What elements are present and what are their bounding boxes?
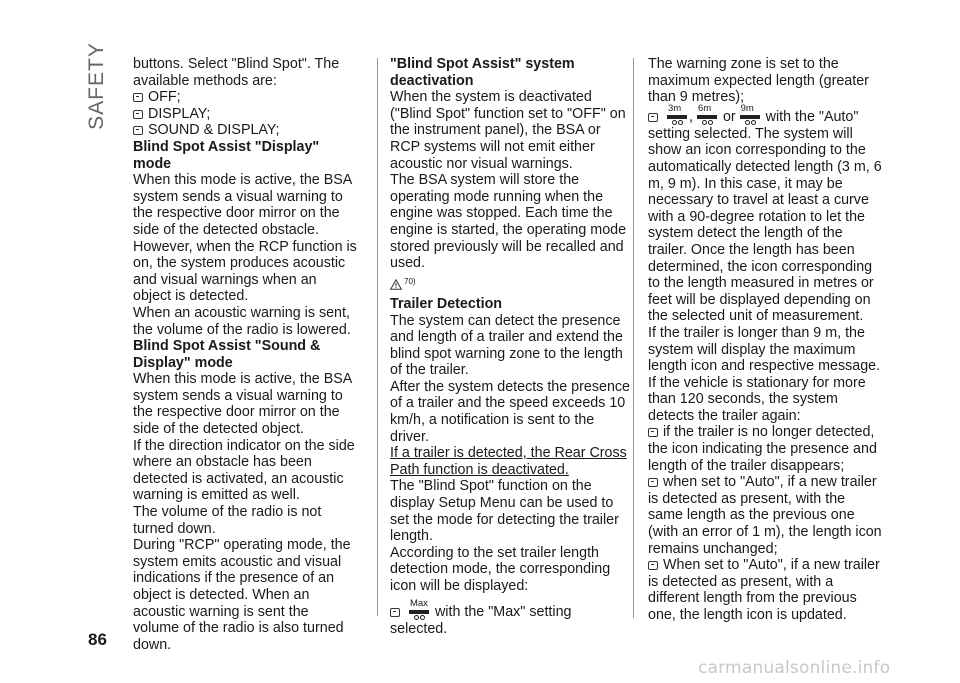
paragraph: The BSA system will store the operating mode running when the engine was stopped. Each time the engine is started, the operating mode stored previously will be recalled and used. xyxy=(390,172,627,272)
section-heading: "Blind Spot Assist" system deactivation xyxy=(390,56,575,89)
paragraph: The "Blind Spot" function on the display Setup Menu can be used to set the mode for detecting the trailer length. xyxy=(390,478,619,545)
paragraph: The system can detect the presence and length of a trailer and extend the blind spot warning zone to the length of the trailer. xyxy=(390,312,623,379)
bullet-item: DISPLAY; xyxy=(133,106,358,123)
bullet-item: SOUND & DISPLAY; xyxy=(133,122,358,139)
text-column-3 xyxy=(648,56,883,624)
section-title xyxy=(82,42,112,130)
column-divider xyxy=(377,58,378,616)
warning-triangle-icon xyxy=(390,279,402,290)
section-heading: Trailer Detection xyxy=(390,295,503,312)
paragraph: If the direction indicator on the side where an obstacle has been detected is activated, an acoustic warning is emitted as well. xyxy=(133,437,355,504)
bullet-icon xyxy=(648,113,658,122)
paragraph: When this mode is active, the BSA system sends a visual warning to the respective door mirror on the side of the detected obstacle. xyxy=(133,172,352,238)
text-column-2 xyxy=(390,56,630,637)
paragraph: When this mode is active, the BSA system sends a visual warning to the respective door mirror on the side of the detected object. xyxy=(133,371,352,438)
paragraph: buttons. Select "Blind Spot". The available methods are: xyxy=(133,56,340,89)
watermark: carmanualsonline.info xyxy=(698,658,891,678)
paragraph: When an acoustic warning is sent, the volume of the radio is lowered. xyxy=(133,304,351,338)
bullet-item: Max with the "Max" setting selected. xyxy=(390,597,572,637)
trailer-9m-icon: 9m xyxy=(740,108,760,126)
paragraph: setting selected. The system will show an icon corresponding to the automatically detected length (3 m, 6 m, 9 m). In this case, it may be necessary to travel at least a curve with a 90-degree rotation to let the system detect the length of the trailer. Once the length has been determined, the icon corresponding to the length measured in metres or feet will be displayed depending on the selected unit of measurement. xyxy=(648,125,882,325)
bullet-item: When set to "Auto", if a new trailer is detected as present, with a different length from the previous one, the length icon is updated. xyxy=(648,557,880,623)
paragraph: The volume of the radio is not turned down. xyxy=(133,504,322,537)
warning-reference xyxy=(390,274,630,295)
bullet-icon xyxy=(648,428,658,437)
trailer-3m-icon: 3m xyxy=(667,108,687,126)
paragraph: If the vehicle is stationary for more than 120 seconds, the system detects the trailer again: xyxy=(648,374,866,424)
bullet-icon xyxy=(390,608,400,617)
section-title-text: SAFETY xyxy=(85,42,108,130)
paragraph: When the system is deactivated ("Blind Spot" function set to "OFF" on the instrument panel), the BSA or RCP systems will not emit either acoustic nor visual warnings. xyxy=(390,89,626,172)
underlined-note: If a trailer is detected, the Rear Cross Path function is deactivated. xyxy=(390,445,627,478)
bullet-item: if the trailer is no longer detected, the icon indicating the presence and length of the trailer disappears; xyxy=(648,424,877,474)
paragraph: During "RCP" operating mode, the system emits acoustic and visual indications if the presence of an object is detected. When an acoustic warning is sent the volume of the radio is also turned down. xyxy=(133,537,351,653)
paragraph: According to the set trailer length detection mode, the corresponding icon will be displayed: xyxy=(390,544,611,594)
bullet-icon xyxy=(648,561,658,570)
paragraph: If the trailer is longer than 9 m, the system will display the maximum length icon and respective message. xyxy=(648,324,881,375)
bullet-item: when set to "Auto", if a new trailer is detected as present, with the same length as the previous one (with an error of 1 m), the length icon remains unchanged; xyxy=(648,474,882,557)
bullet-icon xyxy=(133,93,143,102)
bullet-icon xyxy=(133,110,143,119)
paragraph: The warning zone is set to the maximum expected length (greater than 9 metres); xyxy=(648,56,869,106)
trailer-max-icon: Max xyxy=(409,603,429,621)
text-column-1 xyxy=(133,56,358,653)
bullet-icon xyxy=(648,478,658,487)
column-divider xyxy=(633,58,634,618)
section-heading: Blind Spot Assist "Display" mode xyxy=(133,138,320,172)
section-heading: Blind Spot Assist "Sound & Display" mode xyxy=(133,338,321,371)
bullet-item: 3m , 6m or 9m with the "Auto" xyxy=(648,108,883,126)
paragraph: However, when the RCP function is on, the system produces acoustic and visual warnings when an object is detected. xyxy=(133,238,357,305)
bullet-icon xyxy=(133,126,143,135)
page-number: 86 xyxy=(88,630,107,649)
warning-ref-number: 70) xyxy=(404,276,416,286)
trailer-6m-icon: 6m xyxy=(697,108,717,126)
paragraph: After the system detects the presence of a trailer and the speed exceeds 10 km/h, a notification is sent to the driver. xyxy=(390,378,630,445)
bullet-item: OFF; xyxy=(133,89,358,106)
